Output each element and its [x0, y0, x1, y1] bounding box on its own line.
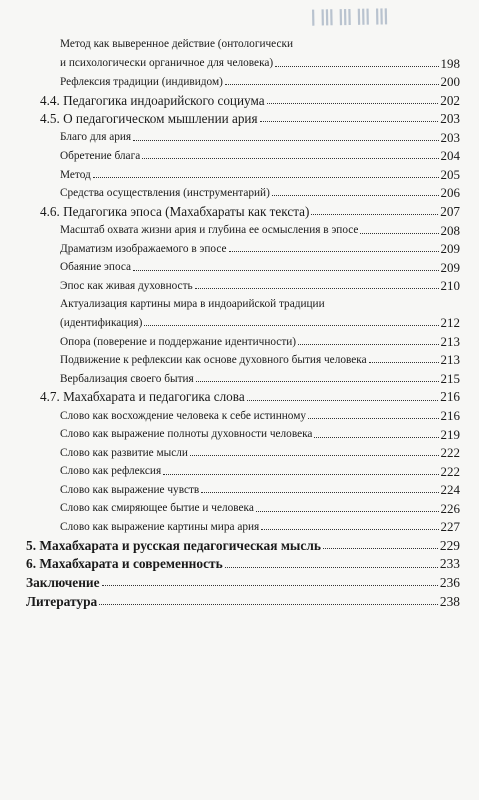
toc-page-number: 210	[440, 278, 460, 294]
toc-entry-title: Обретение блага	[60, 150, 141, 162]
dot-leader	[272, 195, 439, 196]
toc-entry-title: (идентификация)	[60, 316, 143, 329]
toc-entry	[60, 372, 460, 385]
toc-entry	[60, 168, 460, 181]
toc-entry-title: Метод	[60, 168, 91, 181]
toc-entry	[40, 205, 460, 218]
toc-page-number: 203	[440, 129, 460, 145]
toc-entry-line: Актуализация картины мира в индоарийской традиции	[60, 297, 325, 310]
dot-leader	[225, 84, 439, 85]
dot-leader	[261, 529, 438, 530]
toc-entry	[60, 57, 460, 70]
toc-entry	[26, 576, 460, 589]
dot-leader	[195, 288, 439, 289]
dot-leader	[196, 381, 439, 382]
toc-entry-title: Слово как выражение полноты духовности человека	[60, 428, 313, 441]
toc-entry-title: 4.5. О педагогическом мышлении ария	[40, 111, 258, 127]
dot-leader	[256, 511, 439, 512]
dot-leader	[133, 270, 438, 271]
toc-page-number: 238	[439, 593, 460, 609]
toc-entry-title: Слово как развитие мысли	[60, 446, 188, 459]
toc-entry	[60, 335, 460, 348]
dot-leader	[267, 103, 439, 104]
toc-page-number: 236	[439, 574, 460, 590]
toc-entry-title: Средства осуществления (инструментарий)	[60, 187, 270, 200]
toc-entry	[26, 557, 460, 570]
toc-entry-title: Слово как выражение чувств	[60, 483, 200, 496]
dot-leader	[369, 362, 439, 363]
dot-leader	[323, 548, 438, 549]
toc-entry	[26, 539, 460, 552]
toc-page-number: 198	[440, 55, 460, 71]
toc-page-number: 222	[440, 463, 460, 479]
toc-entry-title: Литература	[26, 593, 98, 609]
toc-page-number: 205	[440, 166, 460, 182]
toc-entry-title: Слово как рефлексия	[60, 465, 162, 478]
toc-entry	[60, 186, 460, 199]
library-stamp: ⅠⅢⅢⅢⅢ	[309, 6, 393, 33]
toc-page-number: 207	[440, 203, 460, 219]
toc-entry-title: Слово как восхождение человека к себе истинному	[60, 409, 307, 422]
toc-page-number: 215	[440, 370, 460, 386]
dot-leader	[99, 604, 438, 605]
toc-entry	[60, 353, 460, 366]
toc-entry-title: Благо для ария	[60, 131, 132, 144]
toc-entry-title: Вербализация своего бытия	[60, 372, 194, 385]
toc-entry-title: Подвижение к рефлексии как основе духовного бытия человека	[60, 354, 367, 367]
dot-leader	[93, 177, 439, 178]
dot-leader	[225, 567, 438, 568]
toc-page-number: 209	[440, 241, 460, 257]
toc-entry	[60, 279, 460, 292]
toc-page-number: 222	[440, 445, 460, 461]
toc-entry	[60, 465, 460, 478]
toc-page-number: 219	[440, 426, 460, 442]
dot-leader	[163, 474, 438, 475]
dot-leader	[298, 344, 438, 345]
toc-page-number: 202	[440, 92, 460, 108]
toc-page-number: 206	[440, 185, 460, 201]
toc-entry-title: Драматизм изображаемого в эпосе	[60, 242, 227, 255]
toc-page-number: 229	[439, 537, 460, 553]
toc-entry-title: 4.6. Педагогика эпоса (Махабхараты как текста)	[40, 203, 310, 219]
toc-entry	[60, 520, 460, 533]
toc-entry-title: Обаяние эпоса	[60, 261, 132, 274]
toc-entry	[60, 149, 460, 162]
toc-entry-title: и психологически органичное для человека)	[60, 57, 274, 70]
toc-entry	[60, 224, 460, 237]
toc-entry	[60, 446, 460, 459]
toc-entry-title: 4.4. Педагогика индоарийского социума	[40, 92, 265, 108]
toc-page-number: 227	[440, 519, 460, 535]
dot-leader	[133, 140, 438, 141]
dot-leader	[275, 66, 438, 67]
dot-leader	[201, 492, 438, 493]
toc-page-number: 233	[439, 556, 460, 572]
toc-page-number: 226	[440, 500, 460, 516]
dot-leader	[314, 437, 438, 438]
toc-entry-title: 5. Махабхарата и русская педагогическая мысль	[26, 537, 321, 553]
dot-leader	[311, 214, 438, 215]
toc-page-number: 209	[440, 259, 460, 275]
toc-page-number: 200	[440, 74, 460, 90]
toc-entry-title: Масштаб охвата жизни ария и глубина ее осмысления в эпосе	[60, 224, 359, 237]
toc-entry	[60, 131, 460, 144]
toc-page-number: 213	[440, 352, 460, 368]
toc-page-number: 212	[440, 315, 460, 331]
toc-entry	[26, 595, 460, 608]
toc-page-number: 208	[440, 222, 460, 238]
dot-leader	[190, 455, 439, 456]
dot-leader	[144, 325, 438, 326]
toc-page-number: 224	[440, 482, 460, 498]
toc-entry-title: 4.7. Махабхарата и педагогика слова	[40, 389, 245, 405]
toc-entry	[60, 428, 460, 441]
toc-entry-title: Слово как выражение картины мира ария	[60, 521, 260, 533]
toc-entry	[60, 502, 460, 515]
toc-entry	[60, 483, 460, 496]
toc-page-number: 216	[440, 408, 460, 423]
dot-leader	[142, 158, 438, 159]
toc-entry	[40, 112, 460, 125]
dot-leader	[360, 233, 438, 234]
toc-entry	[60, 261, 460, 274]
toc-entry-line: Метод как выверенное действие (онтологически	[60, 38, 294, 50]
dot-leader	[247, 400, 439, 401]
toc-page-number: 204	[440, 148, 460, 164]
dot-leader	[102, 585, 438, 586]
dot-leader	[260, 121, 439, 122]
toc-entry-title: Эпос как живая духовность	[60, 279, 193, 292]
toc-entry	[60, 409, 460, 422]
dot-leader	[229, 251, 439, 252]
toc-entry-title: Заключение	[26, 574, 100, 590]
toc-page-number: 213	[440, 333, 460, 349]
toc-entry	[60, 75, 460, 88]
toc-entry-title: 6. Махабхарата и современность	[26, 556, 223, 572]
toc-entry	[60, 242, 460, 255]
toc-entry-title: Слово как смиряющее бытие и человека	[60, 502, 254, 515]
toc-entry	[40, 94, 460, 107]
dot-leader	[308, 418, 438, 419]
toc-entry	[60, 316, 460, 329]
toc-page-number: 216	[440, 389, 460, 405]
toc-entry-title: Опора (поверение и поддержание идентичности)	[60, 335, 297, 348]
toc-entry-title: Рефлексия традиции (индивидом)	[60, 75, 223, 88]
toc-entry	[40, 390, 460, 403]
toc-page-number: 203	[440, 111, 460, 127]
